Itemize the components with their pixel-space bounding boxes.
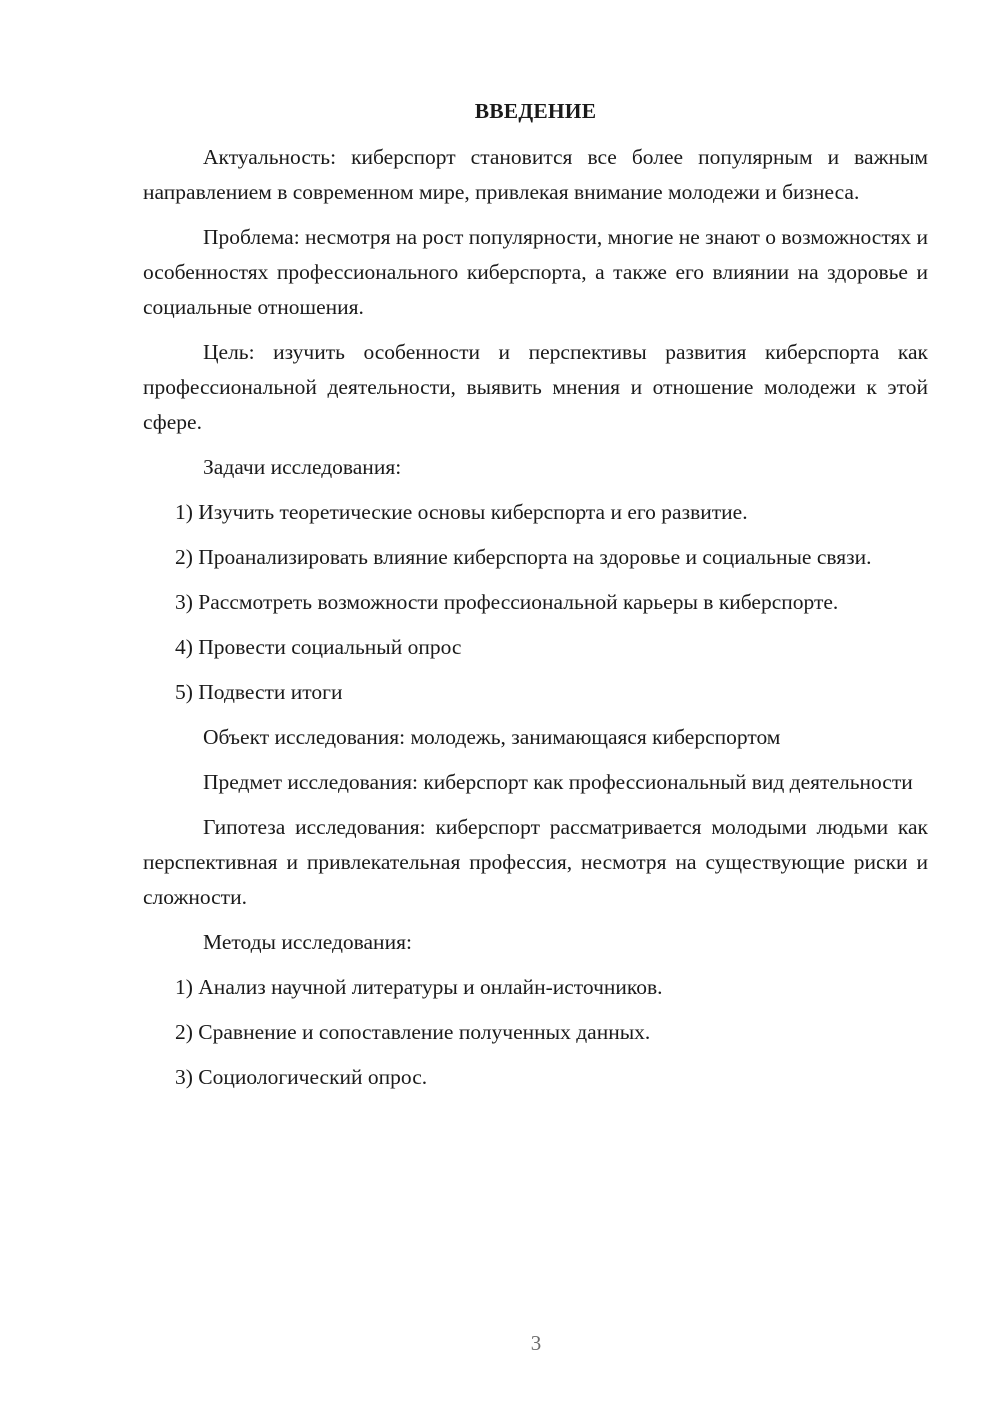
methods-heading: Методы исследования: (203, 930, 412, 954)
page-content (143, 96, 928, 1105)
method-item-3: 3) Социологический опрос. (175, 1065, 428, 1089)
task-item-2: 2) Проанализировать влияние киберспорта на здоровье и социальные связи. (175, 545, 872, 569)
task-item-1: 1) Изучить теоретические основы киберспорта и его развитие. (175, 500, 748, 524)
subject-paragraph: Предмет исследования: киберспорт как профессиональный вид деятельности (203, 770, 913, 794)
method-item-2: 2) Сравнение и сопоставление полученных данных. (175, 1020, 651, 1044)
task-item-5: 5) Подвести итоги (175, 680, 343, 704)
object-paragraph: Объект исследования: молодежь, занимающаяся киберспортом (203, 725, 781, 749)
method-item-1: 1) Анализ научной литературы и онлайн-источников. (175, 975, 663, 999)
page-number: 3 (530, 1331, 542, 1355)
problem-paragraph: Проблема: несмотря на рост популярности, многие не знают о возможностях и особенностях профессионального киберспорта, а также его влиянии на здоровье и социальные отношения. (143, 225, 928, 319)
task-item-4: 4) Провести социальный опрос (175, 635, 462, 659)
page-title: ВВЕДЕНИЕ (474, 99, 597, 123)
task-item-3: 3) Рассмотреть возможности профессиональной карьеры в киберспорте. (175, 590, 839, 614)
tasks-heading: Задачи исследования: (203, 455, 402, 479)
goal-paragraph: Цель: изучить особенности и перспективы развития киберспорта как профессиональной деятельности, выявить мнения и отношение молодежи к этой сфере. (143, 340, 928, 434)
hypothesis-paragraph: Гипотеза исследования: киберспорт рассматривается молодыми людьми как перспективная и привлекательная профессия, несмотря на существующие риски и сложности. (143, 815, 928, 909)
relevance-paragraph: Актуальность: киберспорт становится все более популярным и важным направлением в современном мире, привлекая внимание молодежи и бизнеса. (143, 145, 928, 204)
